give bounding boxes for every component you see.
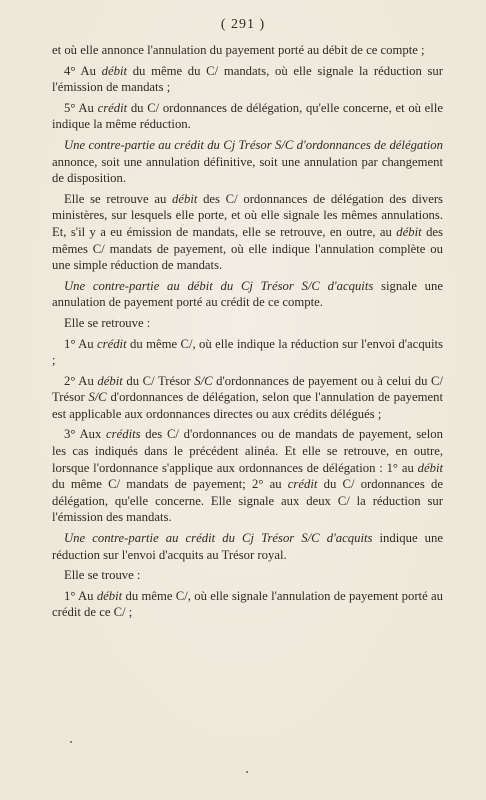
italic-run: S/C: [194, 373, 213, 388]
text-run: Elle se retrouve au: [64, 191, 173, 206]
italic-run: débit: [396, 224, 422, 239]
text-run: du C/ Trésor: [122, 373, 195, 388]
paragraph: [52, 530, 443, 563]
text-run: des mêmes C/ mandats de payement, où elle indique l'annulation complète ou une simple réduction de mandats.: [52, 224, 443, 273]
italic-run: crédit: [97, 100, 128, 115]
text-run: indique une réduction sur l'envoi d'acquits au Trésor royal.: [52, 531, 443, 562]
paragraph: [52, 278, 443, 311]
italic-run: débit: [97, 373, 123, 388]
paragraph: [52, 588, 443, 621]
text-run: du même C/, où elle signale l'annulation de payement porté au crédit de ce C/ ;: [52, 588, 443, 620]
paragraph: [52, 137, 443, 187]
text-run: des C/ ordonnances de délégation des divers ministères, sur lesquels elle porte, et où elle signale les mêmes annulations. Et, s'il y a eu émission de mandats, elle se retrouve, en outre, au: [52, 191, 443, 239]
paragraph: [52, 567, 443, 584]
paper-speck: [70, 741, 72, 743]
paragraph: [52, 426, 443, 526]
italic-run: S/C: [88, 390, 107, 405]
paragraph: [52, 373, 443, 423]
paragraph: [52, 100, 443, 133]
text-run: signale une annulation de payement porté au crédit de ce compte.: [52, 278, 443, 310]
italic-run: Une contre-partie au crédit du Cj Trésor S/C d'acquits: [64, 531, 373, 546]
paragraph: [52, 191, 443, 274]
body-text: [52, 42, 443, 621]
text-run: des C/ d'ordonnances ou de mandats de payement, selon les cas indiqués dans le précédent alinéa. Et elle se retrouve, en outre, lorsque l'ordonnance s'applique aux ordonnances de délégation : 1° au: [52, 427, 443, 475]
text-run: du même du C/ mandats, où elle signale la réduction sur l'émission de mandats ;: [52, 63, 443, 95]
text-run: du C/ ordonnances de délégation, qu'elle concerne. Elle signale aux deux C/ la réduction sur l'émission des mandats.: [52, 477, 443, 525]
text-run: 5° Au: [64, 100, 98, 115]
paper-speck: [246, 771, 248, 773]
italic-run: débit: [101, 63, 127, 78]
text-run: du même C/ mandats de payement; 2° au: [52, 477, 288, 492]
italic-run: Une contre-partie au crédit du Cj Trésor S/C d'ordonnances de délégation: [64, 137, 443, 152]
paragraph: [52, 63, 443, 96]
text-run: et où elle annonce l'annulation du payement porté au débit de ce compte ;: [52, 43, 425, 57]
text-run: Elle se trouve :: [64, 568, 141, 583]
page-number: ( 291 ): [220, 17, 266, 32]
text-run: 1° Au: [64, 588, 97, 603]
italic-run: crédit: [287, 477, 318, 492]
paragraph: [52, 336, 443, 369]
paragraph: [52, 315, 443, 332]
text-run: du même C/, où elle indique la réduction sur l'envoi d'acquits ;: [52, 336, 443, 368]
text-run: du C/ ordonnances de délégation, qu'elle concerne, et où elle indique la même réduction.: [52, 100, 443, 132]
italic-run: débit: [417, 460, 443, 475]
italic-run: crédits: [106, 427, 141, 442]
text-run: d'ordonnances de délégation, selon que l'annulation de payement est applicable aux ordonnances directes ou aux crédits délégués ;: [52, 390, 443, 421]
italic-run: débit: [172, 191, 198, 206]
text-run: 3° Aux: [64, 427, 107, 442]
text-run: 1° Au: [64, 336, 98, 351]
italic-run: débit: [96, 588, 123, 603]
text-run: d'ordonnances de payement ou à celui du C/ Trésor: [52, 373, 443, 405]
text-run: annonce, soit une annulation définitive, soit une annulation par changement de disposition.: [52, 154, 443, 186]
text-run: 4° Au: [64, 63, 102, 78]
italic-run: Une contre-partie au débit du Cj Trésor S/C d'acquits: [64, 278, 374, 293]
paragraph: [52, 42, 443, 59]
text-run: Elle se retrouve :: [64, 315, 151, 330]
italic-run: crédit: [97, 336, 127, 351]
text-run: 2° Au: [64, 373, 98, 388]
